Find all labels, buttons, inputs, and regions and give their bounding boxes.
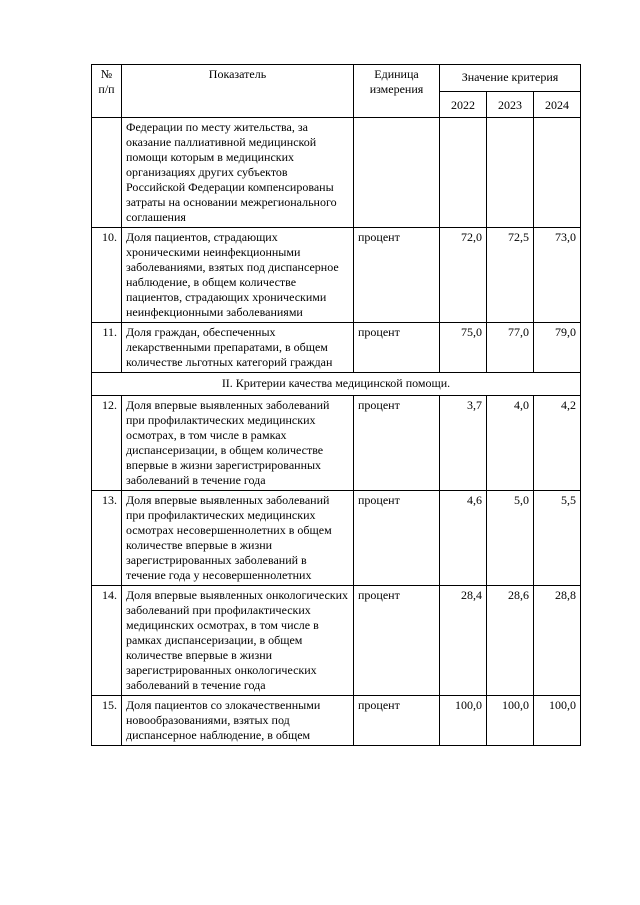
header-num: № п/п: [92, 65, 122, 118]
row-indicator: Доля пациентов, страдающих хроническими неинфекционными заболеваниями, взятых под диспансерное наблюдение, в общем количестве пациентов, страдающих хроническими неинфекционными заболеваниями: [122, 228, 354, 323]
table-row: [92, 491, 581, 586]
row-value-2022: 28,4: [440, 586, 487, 696]
row-value-2023: 72,5: [487, 228, 534, 323]
row-indicator: Доля пациентов со злокачественными новообразованиями, взятых под диспансерное наблюдение, в общем: [122, 696, 354, 746]
row-value-2024: 100,0: [534, 696, 581, 746]
table-row: [92, 696, 581, 746]
row-value-2024: [534, 118, 581, 228]
row-value-2022: 3,7: [440, 396, 487, 491]
row-value-2024: 79,0: [534, 323, 581, 373]
row-value-2023: 28,6: [487, 586, 534, 696]
header-year-2024: 2024: [534, 92, 581, 118]
row-value-2023: 5,0: [487, 491, 534, 586]
row-unit: процент: [354, 491, 440, 586]
table-row: [92, 396, 581, 491]
row-indicator: Доля впервые выявленных заболеваний при профилактических медицинских осмотрах, в том числе в рамках диспансеризации, в общем количестве впервые в жизни зарегистрированных заболеваний в течение года: [122, 396, 354, 491]
row-unit: процент: [354, 228, 440, 323]
row-value-2023: 4,0: [487, 396, 534, 491]
row-value-2023: [487, 118, 534, 228]
row-value-2023: 100,0: [487, 696, 534, 746]
row-number: 10.: [92, 228, 122, 323]
row-value-2022: 4,6: [440, 491, 487, 586]
row-value-2022: [440, 118, 487, 228]
row-number: 15.: [92, 696, 122, 746]
table-row: [92, 323, 581, 373]
row-unit: [354, 118, 440, 228]
row-number: 13.: [92, 491, 122, 586]
row-indicator: Федерации по месту жительства, за оказание паллиативной медицинской помощи которым в медицинских организациях других субъектов Российской Федерации компенсированы затраты на основании межрегионального соглашения: [122, 118, 354, 228]
row-indicator: Доля впервые выявленных онкологических заболеваний при профилактических медицинских осмотрах, в том числе в рамках диспансеризации, в общем количестве впервые в жизни зарегистрированных онкологических заболеваний в течение года: [122, 586, 354, 696]
row-number: 14.: [92, 586, 122, 696]
header-year-2022: 2022: [440, 92, 487, 118]
row-unit: процент: [354, 323, 440, 373]
row-value-2024: 73,0: [534, 228, 581, 323]
row-value-2023: 77,0: [487, 323, 534, 373]
row-indicator: Доля впервые выявленных заболеваний при профилактических медицинских осмотрах несовершеннолетних в общем количестве впервые в жизни зарегистрированных заболеваний в течение года у несовершеннолетних: [122, 491, 354, 586]
row-value-2024: 28,8: [534, 586, 581, 696]
row-number: 11.: [92, 323, 122, 373]
criteria-table: [91, 64, 581, 746]
table-row: [92, 118, 581, 228]
row-value-2022: 72,0: [440, 228, 487, 323]
header-indicator: Показатель: [122, 65, 354, 118]
section-title: II. Критерии качества медицинской помощи.: [92, 373, 581, 396]
section-row: [92, 373, 581, 396]
table-row: [92, 228, 581, 323]
row-value-2024: 4,2: [534, 396, 581, 491]
row-unit: процент: [354, 696, 440, 746]
row-unit: процент: [354, 586, 440, 696]
table-row: [92, 586, 581, 696]
row-value-2022: 75,0: [440, 323, 487, 373]
row-value-2024: 5,5: [534, 491, 581, 586]
row-unit: процент: [354, 396, 440, 491]
header-unit: Единица измерения: [354, 65, 440, 118]
row-number: [92, 118, 122, 228]
row-value-2022: 100,0: [440, 696, 487, 746]
header-year-2023: 2023: [487, 92, 534, 118]
row-number: 12.: [92, 396, 122, 491]
row-indicator: Доля граждан, обеспеченных лекарственными препаратами, в общем количестве льготных категорий граждан: [122, 323, 354, 373]
header-value: Значение критерия: [440, 65, 581, 92]
